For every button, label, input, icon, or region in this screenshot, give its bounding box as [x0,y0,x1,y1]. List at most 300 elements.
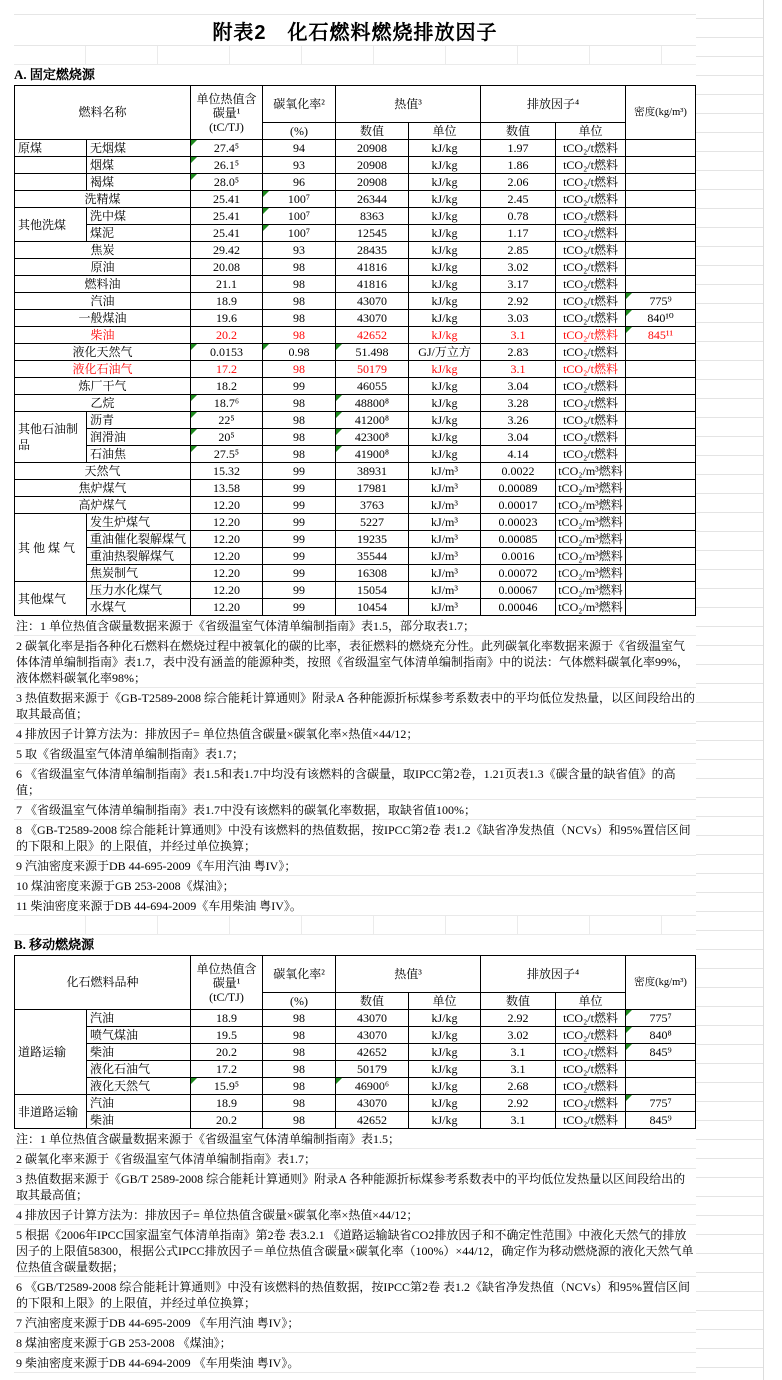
oxidation-rate-cell: 98 [263,276,336,293]
heat-unit-cell: kJ/kg [409,157,481,174]
heat-unit-cell: kJ/kg [409,191,481,208]
carbon-content-cell: 18.9 [191,1095,263,1112]
carbon-header-unit: (tC/TJ) [209,119,244,134]
fuel-name-cell: 发生炉煤气 [87,514,191,531]
table-row [15,599,696,616]
heat-value-cell: 43070 [336,1010,409,1027]
heat-value-cell: 3763 [336,497,409,514]
heat-unit-cell: GJ/万立方 [409,344,481,361]
oxidation-rate-cell: 98 [263,1112,336,1129]
note-line: 9 汽油密度来源于DB 44-695-2009《车用汽油 粤IV》； [14,856,696,876]
heat-value-cell: 50179 [336,361,409,378]
fuel-name-cell: 液化天然气 [87,1078,191,1095]
heat-unit-cell: kJ/m³ [409,531,481,548]
fuel-group-cell: 炼厂干气 [15,378,191,395]
heat-unit-cell: kJ/kg [409,1095,481,1112]
carbon-content-cell: 12.20 [191,531,263,548]
page-title: 附表2 化石燃料燃烧排放因子 [212,21,498,44]
ef-unit-cell: tCO₂/m³燃料 [556,463,626,480]
ef-value-cell: 2.83 [481,344,556,361]
oxidation-rate-cell: 99 [263,548,336,565]
heat-value-cell: 41900⁸ [336,446,409,463]
ef-unit-cell: tCO₂/t燃料 [556,242,626,259]
heat-value-cell: 43070 [336,293,409,310]
table-row [15,429,696,446]
table-row [15,361,696,378]
col-header-heat-value: 热值³ [336,86,481,123]
heat-value-cell: 20908 [336,174,409,191]
heat-value-cell: 42652 [336,1044,409,1061]
ef-value-cell: 2.45 [481,191,556,208]
heat-unit-cell: kJ/kg [409,242,481,259]
ef-value-cell: 3.1 [481,361,556,378]
heat-value-cell: 8363 [336,208,409,225]
density-cell: 845⁹ [626,1044,696,1061]
table-row [15,208,696,225]
ef-unit-cell: tCO₂/t燃料 [556,293,626,310]
heat-unit-cell: kJ/m³ [409,565,481,582]
heat-value-cell: 48800⁸ [336,395,409,412]
heat-unit-cell: kJ/kg [409,412,481,429]
ef-unit-cell: tCO₂/t燃料 [556,1044,626,1061]
note-line: 10 煤油密度来源于GB 253-2008《煤油》； [14,876,696,896]
fuel-name-cell: 烟煤 [87,157,191,174]
heat-unit-cell: kJ/kg [409,225,481,242]
note-line: 5 根据《2006年IPCC国家温室气体清单指南》第2卷 表3.2.1 《道路运输缺省CO2排放因子和不确定性范围》中液化天然气的排放因子的上限值58300，根据公式IPCC排放因子＝单位热值含碳量×碳氧化率（100%）×44/12，确定作为移动燃烧源的液化天然气单位热值含碳量数据； [14,1225,696,1277]
ef-unit-cell: tCO₂/t燃料 [556,1061,626,1078]
heat-value-cell: 5227 [336,514,409,531]
heat-value-cell: 17981 [336,480,409,497]
heat-value-cell: 16308 [336,565,409,582]
ef-unit-cell: tCO₂/t燃料 [556,157,626,174]
fuel-group-cell: 一般煤油 [15,310,191,327]
carbon-content-cell: 17.2 [191,361,263,378]
carbon-header-label: 单位热值含碳量¹ [196,961,257,990]
density-cell: 840⁸ [626,1027,696,1044]
table-row [15,242,696,259]
fuel-group-cell: 焦炉煤气 [15,480,191,497]
heat-unit-cell: kJ/kg [409,259,481,276]
oxidation-rate-cell: 99 [263,480,336,497]
fuel-name-cell: 重油催化裂解煤气 [87,531,191,548]
heat-unit-cell: kJ/kg [409,1027,481,1044]
carbon-content-cell: 20.2 [191,1044,263,1061]
table-row [15,327,696,344]
heat-value-cell: 26344 [336,191,409,208]
ef-value-cell: 3.26 [481,412,556,429]
fuel-name-cell: 喷气煤油 [87,1027,191,1044]
header-row [15,86,696,123]
table-row [15,259,696,276]
ef-value-cell: 1.86 [481,157,556,174]
carbon-content-cell: 18.9 [191,1010,263,1027]
table-row [15,1078,696,1095]
note-line: 2 碳氧化率是指各种化石燃料在燃烧过程中被氧化的碳的比率，表征燃料的燃烧充分性。此列碳氧化率数据来源于《省级温室气体体清单编制指南》表1.7，表中没有涵盖的能源种类，按照《省级温室气体清单编制指南》中的说法：气体燃料碳氧化率99%，液体燃料碳氧化率98%； [14,636,696,688]
oxidation-rate-cell: 99 [263,565,336,582]
density-cell [626,412,696,429]
oxidation-rate-cell: 98 [263,293,336,310]
ef-value-cell: 0.00085 [481,531,556,548]
oxidation-rate-cell: 99 [263,531,336,548]
fuel-name-cell: 液化石油气 [87,1061,191,1078]
table-row [15,1061,696,1078]
col-header-carbon-content [191,956,263,1010]
fuel-name-cell: 水煤气 [87,599,191,616]
carbon-content-cell: 12.20 [191,582,263,599]
ef-unit-cell: tCO₂/t燃料 [556,327,626,344]
ef-value-cell: 0.78 [481,208,556,225]
heat-unit-cell: kJ/kg [409,208,481,225]
ef-unit-cell: tCO₂/t燃料 [556,140,626,157]
section-b-label: B. 移动燃烧源 [14,937,95,952]
ef-unit-cell: tCO₂/m³燃料 [556,531,626,548]
notes-section-a [14,616,696,916]
density-cell [626,463,696,480]
note-line: 6 《GB/T2589-2008 综合能耗计算通则》中没有该燃料的热值数据，按IPCC第2卷 表1.2《缺省净发热值（NCVs）和95%置信区间的下限和上限》的上限值，并经过单位换算； [14,1277,696,1313]
fuel-group-cell: 原煤 [15,140,87,157]
fuel-group-cell: 其他煤气 [15,582,87,616]
col-header-heat-unit: 单位 [409,993,481,1010]
fuel-name-cell: 褐煤 [87,174,191,191]
col-header-emission-factor: 排放因子⁴ [481,86,626,123]
density-cell [626,582,696,599]
fuel-group-cell: 其他洗煤 [15,208,87,242]
note-line: 7 汽油密度来源于DB 44-695-2009 《车用汽油 粤IV》； [14,1313,696,1333]
ef-value-cell: 3.04 [481,429,556,446]
heat-value-cell: 41816 [336,259,409,276]
carbon-content-cell: 12.20 [191,599,263,616]
carbon-content-cell: 25.41 [191,225,263,242]
oxidation-rate-cell: 98 [263,1044,336,1061]
heat-unit-cell: kJ/m³ [409,463,481,480]
carbon-content-cell: 26.1⁵ [191,157,263,174]
heat-unit-cell: kJ/kg [409,327,481,344]
carbon-content-cell: 17.2 [191,1061,263,1078]
oxidation-rate-cell: 98 [263,1078,336,1095]
heat-unit-cell: kJ/kg [409,293,481,310]
heat-value-cell: 20908 [336,140,409,157]
ef-value-cell: 0.00046 [481,599,556,616]
density-cell [626,174,696,191]
ef-value-cell: 3.02 [481,1027,556,1044]
col-header-density: 密度(kg/m³) [626,956,696,1010]
heat-value-cell: 42300⁸ [336,429,409,446]
carbon-content-cell: 13.58 [191,480,263,497]
oxidation-rate-cell: 100⁷ [263,225,336,242]
table-row [15,1027,696,1044]
ef-value-cell: 1.17 [481,225,556,242]
density-cell [626,565,696,582]
ef-value-cell: 4.14 [481,446,556,463]
carbon-header-unit: (tC/TJ) [209,989,244,1004]
ef-value-cell: 3.02 [481,259,556,276]
density-cell [626,599,696,616]
density-cell [626,361,696,378]
fuel-name-cell: 石油焦 [87,446,191,463]
carbon-content-cell: 20.08 [191,259,263,276]
density-cell [626,378,696,395]
carbon-content-cell: 18.7⁶ [191,395,263,412]
oxidation-rate-cell: 0.98 [263,344,336,361]
carbon-content-cell: 29.42 [191,242,263,259]
ef-value-cell: 2.92 [481,293,556,310]
heat-value-cell: 43070 [336,1027,409,1044]
col-header-heat-unit: 单位 [409,123,481,140]
table-row [15,1095,696,1112]
oxidation-rate-cell: 98 [263,1095,336,1112]
heat-value-cell: 46055 [336,378,409,395]
fuel-name-cell: 柴油 [87,1112,191,1129]
heat-value-cell: 50179 [336,1061,409,1078]
density-cell [626,1078,696,1095]
ef-value-cell: 3.1 [481,1061,556,1078]
oxidation-rate-cell: 100⁷ [263,191,336,208]
heat-value-cell: 15054 [336,582,409,599]
note-line: 注：1 单位热值含碳量数据来源于《省级温室气体清单编制指南》表1.5，部分取表1.7； [14,616,696,636]
ef-value-cell: 3.28 [481,395,556,412]
ef-unit-cell: tCO₂/m³燃料 [556,514,626,531]
ef-value-cell: 2.06 [481,174,556,191]
density-cell: 775⁷ [626,1010,696,1027]
col-header-heat-value: 热值³ [336,956,481,993]
density-cell [626,259,696,276]
carbon-header-label: 单位热值含碳量¹ [196,91,257,120]
carbon-content-cell: 18.9 [191,293,263,310]
oxidation-rate-cell: 99 [263,378,336,395]
carbon-content-cell: 15.32 [191,463,263,480]
ef-unit-cell: tCO₂/t燃料 [556,395,626,412]
table-row [15,446,696,463]
table-row [15,412,696,429]
table-row [15,463,696,480]
table-row [15,548,696,565]
fuel-group-cell: 天然气 [15,463,191,480]
table-row [15,225,696,242]
col-header-carbon-content [191,86,263,140]
heat-unit-cell: kJ/kg [409,378,481,395]
density-cell [626,157,696,174]
heat-value-cell: 19235 [336,531,409,548]
table-row [15,395,696,412]
heat-unit-cell: kJ/kg [409,1112,481,1129]
heat-value-cell: 35544 [336,548,409,565]
note-line: 4 排放因子计算方法为：排放因子= 单位热值含碳量×碳氧化率×热值×44/12； [14,724,696,744]
carbon-content-cell: 19.5 [191,1027,263,1044]
density-cell [626,497,696,514]
stationary-sources-table [14,85,696,616]
fuel-group-cell: 燃料油 [15,276,191,293]
oxidation-rate-cell: 99 [263,599,336,616]
ef-value-cell: 3.1 [481,1044,556,1061]
density-cell [626,514,696,531]
carbon-content-cell: 25.41 [191,191,263,208]
ef-unit-cell: tCO₂/t燃料 [556,225,626,242]
ef-unit-cell: tCO₂/t燃料 [556,446,626,463]
heat-value-cell: 46900⁶ [336,1078,409,1095]
fuel-name-cell: 焦炭制气 [87,565,191,582]
table-row [15,582,696,599]
carbon-content-cell: 21.1 [191,276,263,293]
table-row [15,378,696,395]
note-line: 3 热值数据来源于《GB/T 2589-2008 综合能耗计算通则》附录A 各种能源折标煤参考系数表中的平均低位发热量以区间段给出的取其最高值； [14,1169,696,1205]
note-line: 5 取《省级温室气体清单编制指南》表1.7； [14,744,696,764]
density-cell [626,191,696,208]
table-row [15,497,696,514]
heat-unit-cell: kJ/m³ [409,480,481,497]
oxidation-rate-cell: 98 [263,446,336,463]
oxidation-rate-cell: 98 [263,429,336,446]
ef-unit-cell: tCO₂/t燃料 [556,174,626,191]
note-line: 注：1 单位热值含碳量数据来源于《省级温室气体清单编制指南》表1.5； [14,1129,696,1149]
fuel-group-cell: 洗精煤 [15,191,191,208]
density-cell [626,208,696,225]
heat-value-cell: 12545 [336,225,409,242]
fuel-name-cell: 无烟煤 [87,140,191,157]
table-row [15,157,696,174]
heat-unit-cell: kJ/m³ [409,582,481,599]
ef-unit-cell: tCO₂/t燃料 [556,1027,626,1044]
fuel-name-cell: 沥青 [87,412,191,429]
heat-value-cell: 20908 [336,157,409,174]
table-row [15,531,696,548]
density-cell [626,140,696,157]
ef-unit-cell: tCO₂/t燃料 [556,361,626,378]
col-header-emission-factor: 排放因子⁴ [481,956,626,993]
blank-grid-row [14,46,696,65]
col-header-oxid-percent: (%) [263,123,336,140]
ef-unit-cell: tCO₂/m³燃料 [556,599,626,616]
note-line: 2 碳氧化率来源于《省级温室气体清单编制指南》表1.7； [14,1149,696,1169]
ef-unit-cell: tCO₂/t燃料 [556,429,626,446]
ef-value-cell: 0.0016 [481,548,556,565]
note-line: 7 《省级温室气体清单编制指南》表1.7中没有该燃料的碳氧化率数据，取缺省值100%； [14,800,696,820]
heat-value-cell: 43070 [336,1095,409,1112]
heat-unit-cell: kJ/kg [409,1061,481,1078]
col-header-ef-num: 数值 [481,123,556,140]
col-header-fuel-name: 燃料名称 [15,86,191,140]
ef-value-cell: 3.03 [481,310,556,327]
fuel-group-cell [15,157,87,174]
fuel-group-cell: 焦炭 [15,242,191,259]
col-header-density: 密度(kg/m³) [626,86,696,140]
col-header-heat-num: 数值 [336,993,409,1010]
heat-unit-cell: kJ/kg [409,310,481,327]
oxidation-rate-cell: 99 [263,582,336,599]
ef-unit-cell: tCO₂/m³燃料 [556,548,626,565]
col-header-oxid-percent: (%) [263,993,336,1010]
heat-unit-cell: kJ/kg [409,1044,481,1061]
density-cell [626,531,696,548]
density-cell [626,242,696,259]
ef-unit-cell: tCO₂/t燃料 [556,344,626,361]
ef-value-cell: 2.92 [481,1010,556,1027]
density-cell [626,548,696,565]
oxidation-rate-cell: 99 [263,514,336,531]
heat-value-cell: 41200⁸ [336,412,409,429]
ef-value-cell: 0.00089 [481,480,556,497]
heat-unit-cell: kJ/m³ [409,514,481,531]
ef-value-cell: 3.1 [481,1112,556,1129]
table-row [15,514,696,531]
density-cell [626,344,696,361]
table-row [15,344,696,361]
ef-value-cell: 2.85 [481,242,556,259]
blank-grid-row [14,916,696,935]
ef-unit-cell: tCO₂/m³燃料 [556,480,626,497]
oxidation-rate-cell: 93 [263,242,336,259]
col-header-ef-unit: 单位 [556,123,626,140]
oxidation-rate-cell: 98 [263,259,336,276]
carbon-content-cell: 12.20 [191,497,263,514]
table-row [15,140,696,157]
carbon-content-cell: 12.20 [191,548,263,565]
oxidation-rate-cell: 99 [263,463,336,480]
fuel-name-cell: 柴油 [87,1044,191,1061]
carbon-content-cell: 22⁵ [191,412,263,429]
ef-unit-cell: tCO₂/t燃料 [556,412,626,429]
carbon-content-cell: 28.0⁵ [191,174,263,191]
fuel-group-cell: 乙烷 [15,395,191,412]
heat-unit-cell: kJ/kg [409,361,481,378]
table-row [15,565,696,582]
fuel-group-cell: 柴油 [15,327,191,344]
ef-value-cell: 0.00072 [481,565,556,582]
carbon-content-cell: 27.5⁵ [191,446,263,463]
col-header-ef-num: 数值 [481,993,556,1010]
fuel-group-cell: 其 他 煤 气 [15,514,87,582]
oxidation-rate-cell: 98 [263,1027,336,1044]
density-cell [626,276,696,293]
ef-unit-cell: tCO₂/t燃料 [556,191,626,208]
table-row [15,1010,696,1027]
ef-unit-cell: tCO₂/t燃料 [556,1078,626,1095]
fuel-name-cell: 重油热裂解煤气 [87,548,191,565]
carbon-content-cell: 12.20 [191,514,263,531]
ef-unit-cell: tCO₂/m³燃料 [556,565,626,582]
ef-unit-cell: tCO₂/t燃料 [556,259,626,276]
ef-unit-cell: tCO₂/t燃料 [556,378,626,395]
ef-unit-cell: tCO₂/t燃料 [556,1095,626,1112]
density-cell [626,480,696,497]
heat-unit-cell: kJ/m³ [409,599,481,616]
carbon-content-cell: 19.6 [191,310,263,327]
heat-value-cell: 42652 [336,327,409,344]
ef-unit-cell: tCO₂/m³燃料 [556,497,626,514]
density-cell [626,1061,696,1078]
col-header-fuel-name: 化石燃料品种 [15,956,191,1010]
note-line: 4 排放因子计算方法为：排放因子= 单位热值含碳量×碳氧化率×热值×44/12； [14,1205,696,1225]
oxidation-rate-cell: 98 [263,361,336,378]
fuel-group-cell: 汽油 [15,293,191,310]
ef-unit-cell: tCO₂/t燃料 [556,1112,626,1129]
table-row [15,310,696,327]
ef-value-cell: 2.92 [481,1095,556,1112]
heat-value-cell: 10454 [336,599,409,616]
ef-value-cell: 0.00017 [481,497,556,514]
heat-unit-cell: kJ/kg [409,1078,481,1095]
fuel-name-cell: 润滑油 [87,429,191,446]
oxidation-rate-cell: 98 [263,412,336,429]
col-header-oxidation-rate: 碳氧化率² [263,86,336,123]
note-line: 8 煤油密度来源于GB 253-2008 《煤油》； [14,1333,696,1353]
section-a-label: A. 固定燃烧源 [14,67,95,82]
carbon-content-cell: 18.2 [191,378,263,395]
fuel-group-cell: 高炉煤气 [15,497,191,514]
carbon-content-cell: 25.41 [191,208,263,225]
heat-unit-cell: kJ/m³ [409,548,481,565]
oxidation-rate-cell: 98 [263,1010,336,1027]
oxidation-rate-cell: 100⁷ [263,208,336,225]
